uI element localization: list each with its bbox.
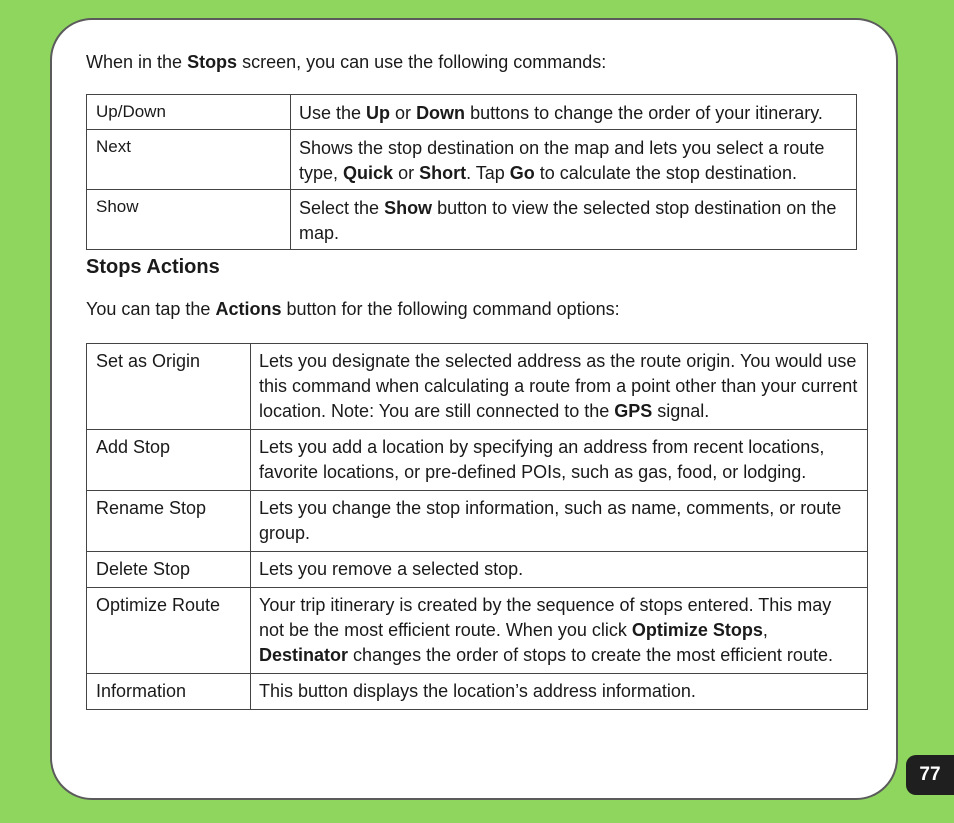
command-cell: Delete Stop [87, 552, 251, 588]
table-row [87, 491, 868, 552]
table-row [87, 130, 857, 190]
description-cell: Select the Show button to view the selected stop destination on the map. [291, 190, 857, 250]
table-row [87, 674, 868, 710]
description-cell: Lets you designate the selected address as the route origin. You would use this command when calculating a route from a point other than your current location. Note: You are still connected to the GPS signal. [251, 344, 868, 430]
command-cell: Optimize Route [87, 588, 251, 674]
description-cell: Lets you add a location by specifying an address from recent locations, favorite locations, or pre-defined POIs, such as gas, food, or lodging. [251, 430, 868, 491]
command-cell: Next [87, 130, 291, 190]
intro-text-after: screen, you can use the following commands: [237, 52, 607, 72]
table-row [87, 95, 857, 130]
table-row [87, 552, 868, 588]
intro-text-before: When in the [86, 52, 188, 72]
actions-intro-text: You can tap the Actions button for the following command options: [86, 299, 620, 319]
stops-intro-text [86, 50, 606, 74]
description-cell: Use the Up or Down buttons to change the order of your itinerary. [291, 95, 857, 130]
stops-commands-table [86, 94, 857, 250]
section-heading: Stops Actions [86, 256, 220, 278]
command-cell: Information [87, 674, 251, 710]
description-cell: Your trip itinerary is created by the sequence of stops entered. This may not be the most efficient route. When you click Optimize Stops, Destinator changes the order of stops to create the most efficient route. [251, 588, 868, 674]
command-cell: Up/Down [87, 95, 291, 130]
intro-text-bold: Stops [187, 52, 238, 72]
command-cell: Rename Stop [87, 491, 251, 552]
description-cell: Lets you remove a selected stop. [251, 552, 868, 588]
table-row [87, 344, 868, 430]
description-cell: Shows the stop destination on the map and lets you select a route type, Quick or Short. Tap Go to calculate the stop destination. [291, 130, 857, 190]
page-number-badge: 77 [906, 755, 954, 795]
table-row [87, 430, 868, 491]
actions-table [86, 343, 868, 710]
command-cell: Add Stop [87, 430, 251, 491]
table-row [87, 190, 857, 250]
table-row [87, 588, 868, 674]
description-cell: This button displays the location’s address information. [251, 674, 868, 710]
description-cell: Lets you change the stop information, such as name, comments, or route group. [251, 491, 868, 552]
command-cell: Show [87, 190, 291, 250]
command-cell: Set as Origin [87, 344, 251, 430]
